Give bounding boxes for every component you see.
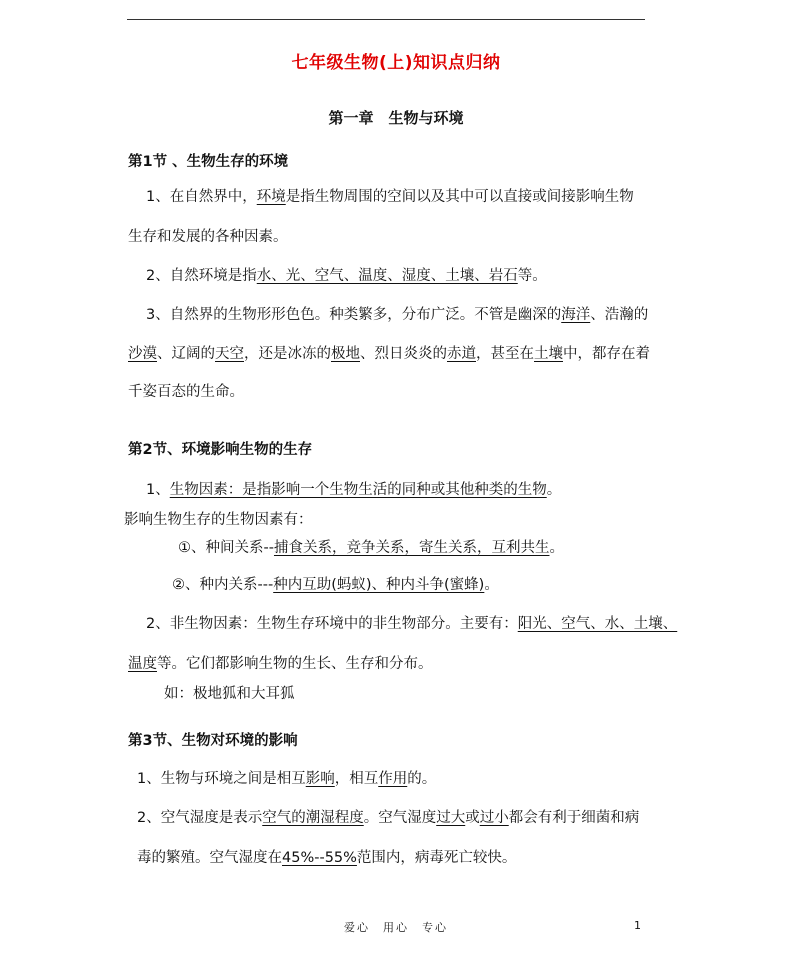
text-segment: 。 xyxy=(546,482,562,498)
text-segment: 是指生物周围的空间以及其中可以直接或间接影响生物 xyxy=(285,189,634,205)
underlined-term: 沙漠 xyxy=(128,346,157,362)
text-line xyxy=(146,612,677,633)
text-segment: 1、生物与环境之间是相互 xyxy=(137,771,306,787)
text-segment: 。空气湿度 xyxy=(363,810,437,826)
underlined-term: 空气的潮湿程度 xyxy=(262,810,364,826)
text-segment: 如：极地狐和大耳狐 xyxy=(164,686,295,702)
document-title: 七年级生物(上)知识点归纳 xyxy=(291,53,501,73)
section-heading: 第2节、环境影响生物的生存 xyxy=(128,442,313,458)
text-line xyxy=(146,185,634,206)
underlined-term: 土壤 xyxy=(534,346,563,362)
text-segment: 3、自然界的生物形形色色。种类繁多，分布广泛。不管是幽深的 xyxy=(146,307,562,323)
text-segment: ②、种内关系--- xyxy=(172,577,274,593)
text-segment: 等。它们都影响生物的生长、生存和分布。 xyxy=(157,656,433,672)
text-segment: 、辽阔的 xyxy=(157,346,215,362)
text-line xyxy=(146,264,547,285)
underlined-term: 海洋 xyxy=(561,307,591,323)
text-line xyxy=(178,536,564,557)
section-heading: 第1节 、生物生存的环境 xyxy=(128,154,289,170)
text-segment: 范围内，病毒死亡较快。 xyxy=(356,850,517,866)
text-line xyxy=(128,225,288,246)
underlined-term: 生物因素：是指影响一个生物生活的同种或其他种类的生物 xyxy=(169,482,547,498)
text-segment: 千姿百态的生命。 xyxy=(128,384,244,400)
chapter-heading: 第一章 生物与环境 xyxy=(328,109,464,127)
text-segment: 的。 xyxy=(407,771,437,787)
text-segment: 毒的繁殖。空气湿度在 xyxy=(137,850,282,866)
underlined-term: 水、光、空气、温度、湿度、土壤、岩石 xyxy=(256,268,518,284)
underlined-term: 赤道 xyxy=(447,346,476,362)
underlined-term: 捕食关系，竞争关系，寄生关系，互利共生 xyxy=(273,540,550,556)
text-segment: 2、自然环境是指 xyxy=(146,268,257,284)
underlined-term: 过大 xyxy=(436,810,466,826)
header-rule xyxy=(127,19,645,20)
text-segment: 、烈日炎炎的 xyxy=(360,346,447,362)
text-line xyxy=(128,652,433,673)
section-heading: 第3节、生物对环境的影响 xyxy=(128,733,298,749)
text-segment: 2、空气湿度是表示 xyxy=(137,810,263,826)
text-line xyxy=(124,508,313,529)
text-segment: ，甚至在 xyxy=(476,346,534,362)
text-segment: 等。 xyxy=(517,268,547,284)
text-segment: 。 xyxy=(484,577,499,593)
underlined-term: 种内互助(蚂蚁)、种内斗争(蜜蜂) xyxy=(273,577,485,593)
text-segment: 中，都存在着 xyxy=(563,346,650,362)
underlined-term: 极地 xyxy=(331,346,360,362)
text-segment: 2、非生物因素：生物生存环境中的非生物部分。主要有： xyxy=(146,616,518,632)
underlined-term: 45%--55% xyxy=(282,850,357,866)
text-segment: ①、种间关系-- xyxy=(178,540,274,556)
text-segment: 生存和发展的各种因素。 xyxy=(128,229,288,245)
underlined-term: 过小 xyxy=(479,810,509,826)
text-segment: 、浩瀚的 xyxy=(590,307,649,323)
text-line xyxy=(146,303,648,324)
underlined-term: 作用 xyxy=(378,771,408,787)
page-number: 1 xyxy=(634,919,641,932)
text-segment: ，还是冰冻的 xyxy=(244,346,331,362)
text-segment: 1、在自然界中， xyxy=(146,189,257,205)
underlined-term: 环境 xyxy=(256,189,286,205)
underlined-term: 温度 xyxy=(128,656,157,672)
text-line xyxy=(172,573,499,594)
text-line xyxy=(146,478,561,499)
text-line xyxy=(137,806,639,827)
text-line xyxy=(128,342,650,363)
footer-motto: 爱心 用心 专心 xyxy=(344,921,448,934)
text-segment: 都会有利于细菌和病 xyxy=(508,810,640,826)
text-segment: ，相互 xyxy=(334,771,379,787)
underlined-term: 天空 xyxy=(215,346,244,362)
underlined-term: 阳光、空气、水、土壤、 xyxy=(517,616,678,632)
text-segment: 影响生物生存的生物因素有： xyxy=(124,512,313,528)
text-line xyxy=(128,380,244,401)
underlined-term: 影响 xyxy=(305,771,335,787)
text-segment: 1、 xyxy=(146,482,170,498)
text-line xyxy=(137,767,436,788)
text-line xyxy=(137,846,516,867)
text-segment: 或 xyxy=(465,810,480,826)
text-line xyxy=(164,682,295,703)
text-segment: 。 xyxy=(549,540,564,556)
